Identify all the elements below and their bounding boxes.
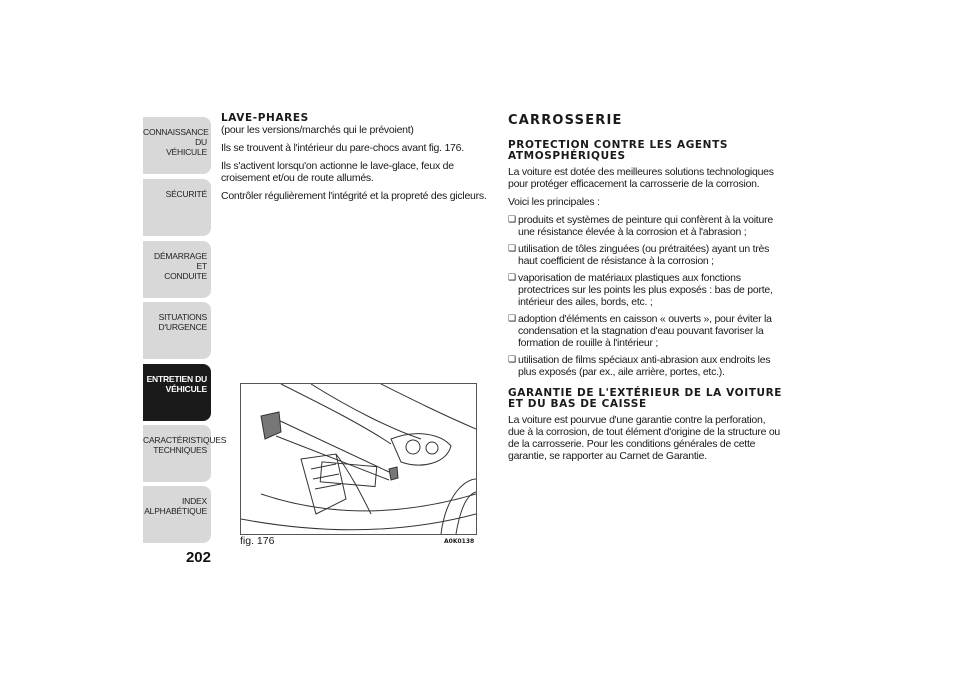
tab-situations-urgence[interactable]: SITUATIONS D'URGENCE [143,302,211,359]
tab-entretien-vehicule[interactable]: ENTRETIEN DU VÉHICULE [143,364,211,421]
list-item: ❑ utilisation de tôles zinguées (ou prétraitées) ayant un très haut coefficient de résistance à la corrosion ; [508,243,783,267]
lave-phares-subheading: (pour les versions/marchés qui le prévoient) [221,124,414,136]
protection-intro: La voiture est dotée des meilleures solutions technologiques pour protéger efficacement la carrosserie de la corrosion. [508,166,774,190]
lave-phares-text-3: Contrôler régulièrement l'intégrité et la propreté des gicleurs. [221,190,487,202]
figure-176-illustration [240,383,477,535]
tab-demarrage-conduite[interactable]: DÉMARRAGE ET CONDUITE [143,241,211,298]
left-column [221,113,495,208]
right-column [508,113,783,468]
protection-heading: PROTECTION CONTRE LES AGENTS ATMOSPHÉRIQUES [508,139,728,162]
list-item: ❑ adoption d'éléments en caisson « ouverts », pour éviter la condensation et la stagnation d'eau pouvant favoriser la formation de rouille à l'intérieur ; [508,313,783,349]
page-number: 202 [185,549,211,566]
figure-code: A0K0138 [444,538,475,545]
list-item: ❑ utilisation de films spéciaux anti-abrasion aux endroits les plus exposés (par ex., aile arrière, portes, etc.). [508,354,783,378]
lave-phares-heading: LAVE-PHARES [221,112,309,124]
tab-index-alphabetique[interactable]: INDEX ALPHABÉTIQUE [143,486,211,543]
protection-list [508,214,783,378]
car-front-drawing [241,384,476,534]
tab-caracteristiques-techniques[interactable]: CARACTÉRISTIQUES TECHNIQUES [143,425,211,482]
figure-caption: fig. 176 [240,535,275,547]
lave-phares-text-2: Ils s'activent lorsqu'on actionne le lave-glace, feux de croisement et/ou de route allumés. [221,160,454,184]
tab-securite[interactable]: SÉCURITÉ [143,179,211,236]
list-item: ❑ vaporisation de matériaux plastiques aux fonctions protectrices sur les points les plus exposés : bas de porte, intérieur des ailes, bords, etc. ; [508,272,783,308]
carrosserie-title: CARROSSERIE [508,113,623,128]
garantie-text: La voiture est pourvue d'une garantie contre la perforation, due à la corrosion, de tout élément d'origine de la structure ou de la carrosserie. Pour les conditions générales de cette garantie, se rapporter au Carnet de Garantie. [508,414,781,462]
protection-intro-2: Voici les principales : [508,196,600,208]
list-item: ❑ produits et systèmes de peinture qui confèrent à la voiture une résistance élevée à la corrosion et à l'abrasion ; [508,214,783,238]
lave-phares-text-1: Ils se trouvent à l'intérieur du pare-chocs avant fig. 176. [221,142,464,154]
tab-connaissance-vehicule[interactable]: CONNAISSANCE DU VÉHICULE [143,117,211,174]
garantie-heading: GARANTIE DE L'EXTÉRIEUR DE LA VOITURE ET DU BAS DE CAISSE [508,387,783,410]
